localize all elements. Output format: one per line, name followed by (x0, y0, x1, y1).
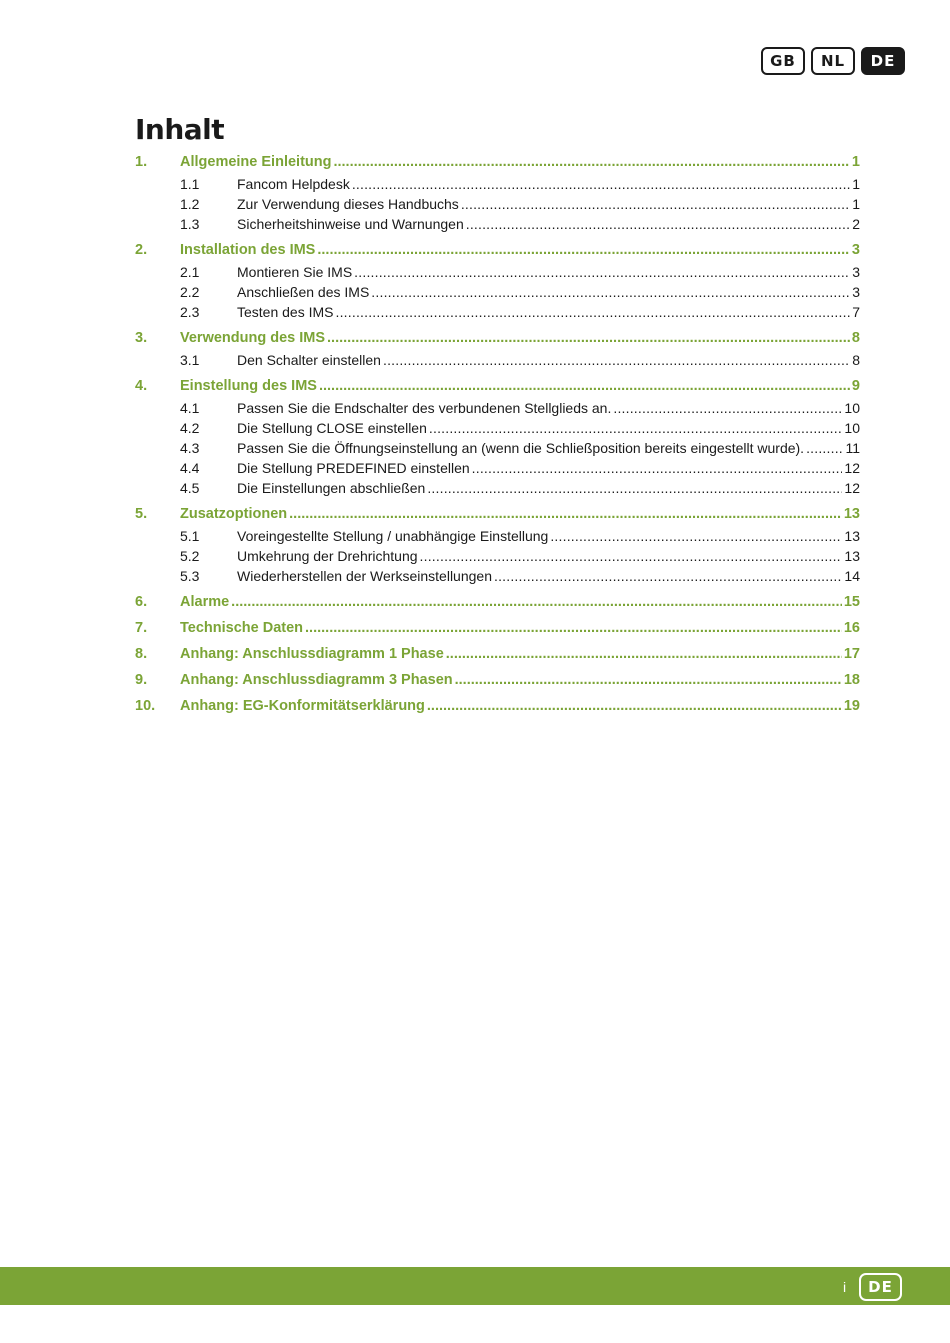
toc-entry-title: Anschließen des IMS (237, 284, 370, 300)
toc-entry-number: 4.3 (180, 440, 200, 456)
language-tabs (761, 47, 905, 75)
toc-entry-page: 10 (844, 420, 860, 436)
toc-entry-number: 1. (135, 154, 148, 170)
toc-entry-number: 1.3 (180, 216, 200, 232)
language-tab-de[interactable]: DE (861, 47, 905, 75)
toc-entry-title: Technische Daten (180, 620, 304, 636)
toc-entry-page: 1 (852, 196, 860, 212)
language-tab-gb[interactable]: GB (761, 47, 805, 75)
toc-subsection[interactable] (135, 352, 860, 372)
toc-entry-number: 10. (135, 698, 156, 714)
footer-language-badge: DE (859, 1273, 902, 1301)
toc-section[interactable] (135, 594, 860, 614)
toc-leader-dots (371, 284, 850, 300)
toc-entry-page: 10 (844, 400, 860, 416)
toc-entry-page: 8 (851, 330, 860, 346)
language-tab-nl[interactable]: NL (811, 47, 855, 75)
toc-leader-dots (427, 480, 842, 496)
toc-section[interactable] (135, 242, 860, 262)
toc-entry-number: 4.5 (180, 480, 200, 496)
toc-entry-title: Anhang: Anschlussdiagramm 3 Phasen (180, 672, 453, 688)
toc-section[interactable] (135, 620, 860, 640)
toc-entry-page: 7 (852, 304, 860, 320)
toc-leader-dots (333, 154, 849, 170)
toc-entry-number: 1.2 (180, 196, 200, 212)
toc-entry-number: 5.2 (180, 548, 200, 564)
toc-entry-page: 3 (851, 242, 860, 258)
toc-leader-dots (455, 672, 842, 688)
toc-subsection[interactable] (135, 400, 860, 420)
toc-entry-page: 1 (851, 154, 860, 170)
toc-leader-dots (494, 568, 842, 584)
table-of-contents (135, 154, 860, 718)
toc-entry-page: 11 (845, 440, 860, 456)
toc-entry-title: Testen des IMS (237, 304, 334, 320)
toc-leader-dots (420, 548, 843, 564)
toc-subsection[interactable] (135, 548, 860, 568)
toc-subsection[interactable] (135, 420, 860, 440)
toc-entry-title: Den Schalter einstellen (237, 352, 381, 368)
toc-entry-title: Anhang: EG-Konformitätserklärung (180, 698, 425, 714)
toc-leader-dots (429, 420, 843, 436)
toc-entry-title: Passen Sie die Endschalter des verbundenen Stellglieds an. (237, 400, 612, 416)
toc-leader-dots (613, 400, 842, 416)
toc-entry-title: Anhang: Anschlussdiagramm 1 Phase (180, 646, 444, 662)
toc-entry-number: 2.3 (180, 304, 200, 320)
toc-subsection[interactable] (135, 480, 860, 500)
toc-section[interactable] (135, 672, 860, 692)
toc-section[interactable] (135, 646, 860, 666)
toc-entry-page: 18 (843, 672, 860, 688)
toc-leader-dots (352, 176, 850, 192)
toc-entry-number: 4. (135, 378, 148, 394)
toc-entry-title: Die Stellung CLOSE einstellen (237, 420, 427, 436)
toc-entry-title: Alarme (180, 594, 230, 610)
toc-entry-title: Fancom Helpdesk (237, 176, 350, 192)
toc-entry-page: 2 (852, 216, 860, 232)
toc-leader-dots (317, 242, 850, 258)
toc-leader-dots (336, 304, 851, 320)
toc-entry-page: 12 (844, 460, 860, 476)
toc-subsection[interactable] (135, 264, 860, 284)
toc-subsection[interactable] (135, 304, 860, 324)
toc-entry-title: Verwendung des IMS (180, 330, 326, 346)
toc-entry-number: 3.1 (180, 352, 200, 368)
toc-entry-title: Einstellung des IMS (180, 378, 317, 394)
toc-subsection[interactable] (135, 568, 860, 588)
toc-leader-dots (461, 196, 850, 212)
toc-leader-dots (305, 620, 842, 636)
toc-entry-title: Allgemeine Einleitung (180, 154, 332, 170)
toc-entry-page: 13 (843, 506, 860, 522)
toc-entry-number: 4.2 (180, 420, 200, 436)
toc-entry-number: 8. (135, 646, 148, 662)
toc-entry-page: 15 (843, 594, 860, 610)
toc-subsection[interactable] (135, 176, 860, 196)
toc-entry-number: 5. (135, 506, 148, 522)
toc-entry-page: 9 (851, 378, 860, 394)
toc-entry-number: 3. (135, 330, 148, 346)
page-title: Inhalt (135, 113, 225, 146)
toc-entry-page: 19 (843, 698, 860, 714)
footer-bar (0, 1267, 950, 1305)
toc-leader-dots (327, 330, 850, 346)
toc-subsection[interactable] (135, 440, 860, 460)
toc-entry-page: 13 (844, 548, 860, 564)
toc-entry-page: 14 (844, 568, 860, 584)
toc-entry-number: 5.3 (180, 568, 200, 584)
toc-entry-title: Zur Verwendung dieses Handbuchs (237, 196, 459, 212)
toc-entry-title: Umkehrung der Drehrichtung (237, 548, 418, 564)
page-number: i (843, 1279, 847, 1295)
toc-section[interactable] (135, 330, 860, 350)
toc-leader-dots (472, 460, 843, 476)
toc-leader-dots (427, 698, 842, 714)
toc-entry-number: 5.1 (180, 528, 200, 544)
toc-entry-page: 13 (844, 528, 860, 544)
toc-leader-dots (806, 440, 843, 456)
toc-leader-dots (446, 646, 842, 662)
toc-subsection[interactable] (135, 216, 860, 236)
toc-section[interactable] (135, 378, 860, 398)
toc-entry-number: 4.1 (180, 400, 200, 416)
toc-entry-title: Voreingestellte Stellung / unabhängige Einstellung (237, 528, 549, 544)
toc-leader-dots (550, 528, 842, 544)
toc-leader-dots (319, 378, 850, 394)
toc-entry-number: 1.1 (180, 176, 200, 192)
toc-leader-dots (354, 264, 850, 280)
toc-entry-number: 2. (135, 242, 148, 258)
toc-entry-number: 2.1 (180, 264, 200, 280)
toc-entry-page: 16 (843, 620, 860, 636)
toc-entry-page: 3 (852, 284, 860, 300)
toc-leader-dots (383, 352, 850, 368)
toc-subsection[interactable] (135, 196, 860, 216)
toc-entry-number: 7. (135, 620, 148, 636)
toc-subsection[interactable] (135, 528, 860, 548)
toc-entry-title: Die Einstellungen abschließen (237, 480, 426, 496)
toc-entry-title: Die Stellung PREDEFINED einstellen (237, 460, 470, 476)
toc-entry-title: Wiederherstellen der Werkseinstellungen (237, 568, 492, 584)
toc-entry-number: 4.4 (180, 460, 200, 476)
toc-section[interactable] (135, 506, 860, 526)
toc-entry-title: Zusatzoptionen (180, 506, 288, 522)
toc-entry-number: 2.2 (180, 284, 200, 300)
toc-section[interactable] (135, 154, 860, 174)
toc-entry-title: Installation des IMS (180, 242, 316, 258)
toc-leader-dots (289, 506, 842, 522)
toc-entry-title: Sicherheitshinweise und Warnungen (237, 216, 464, 232)
toc-entry-page: 8 (852, 352, 860, 368)
toc-entry-page: 3 (852, 264, 860, 280)
toc-entry-title: Passen Sie die Öffnungseinstellung an (wenn die Schließposition bereits eingestellt wurde). (237, 440, 805, 456)
toc-entry-page: 1 (852, 176, 860, 192)
toc-entry-page: 12 (844, 480, 860, 496)
toc-leader-dots (231, 594, 842, 610)
toc-leader-dots (466, 216, 850, 232)
toc-entry-title: Montieren Sie IMS (237, 264, 353, 280)
toc-subsection[interactable] (135, 284, 860, 304)
toc-entry-number: 9. (135, 672, 148, 688)
toc-entry-page: 17 (843, 646, 860, 662)
toc-entry-number: 6. (135, 594, 148, 610)
toc-section[interactable] (135, 698, 860, 718)
toc-subsection[interactable] (135, 460, 860, 480)
